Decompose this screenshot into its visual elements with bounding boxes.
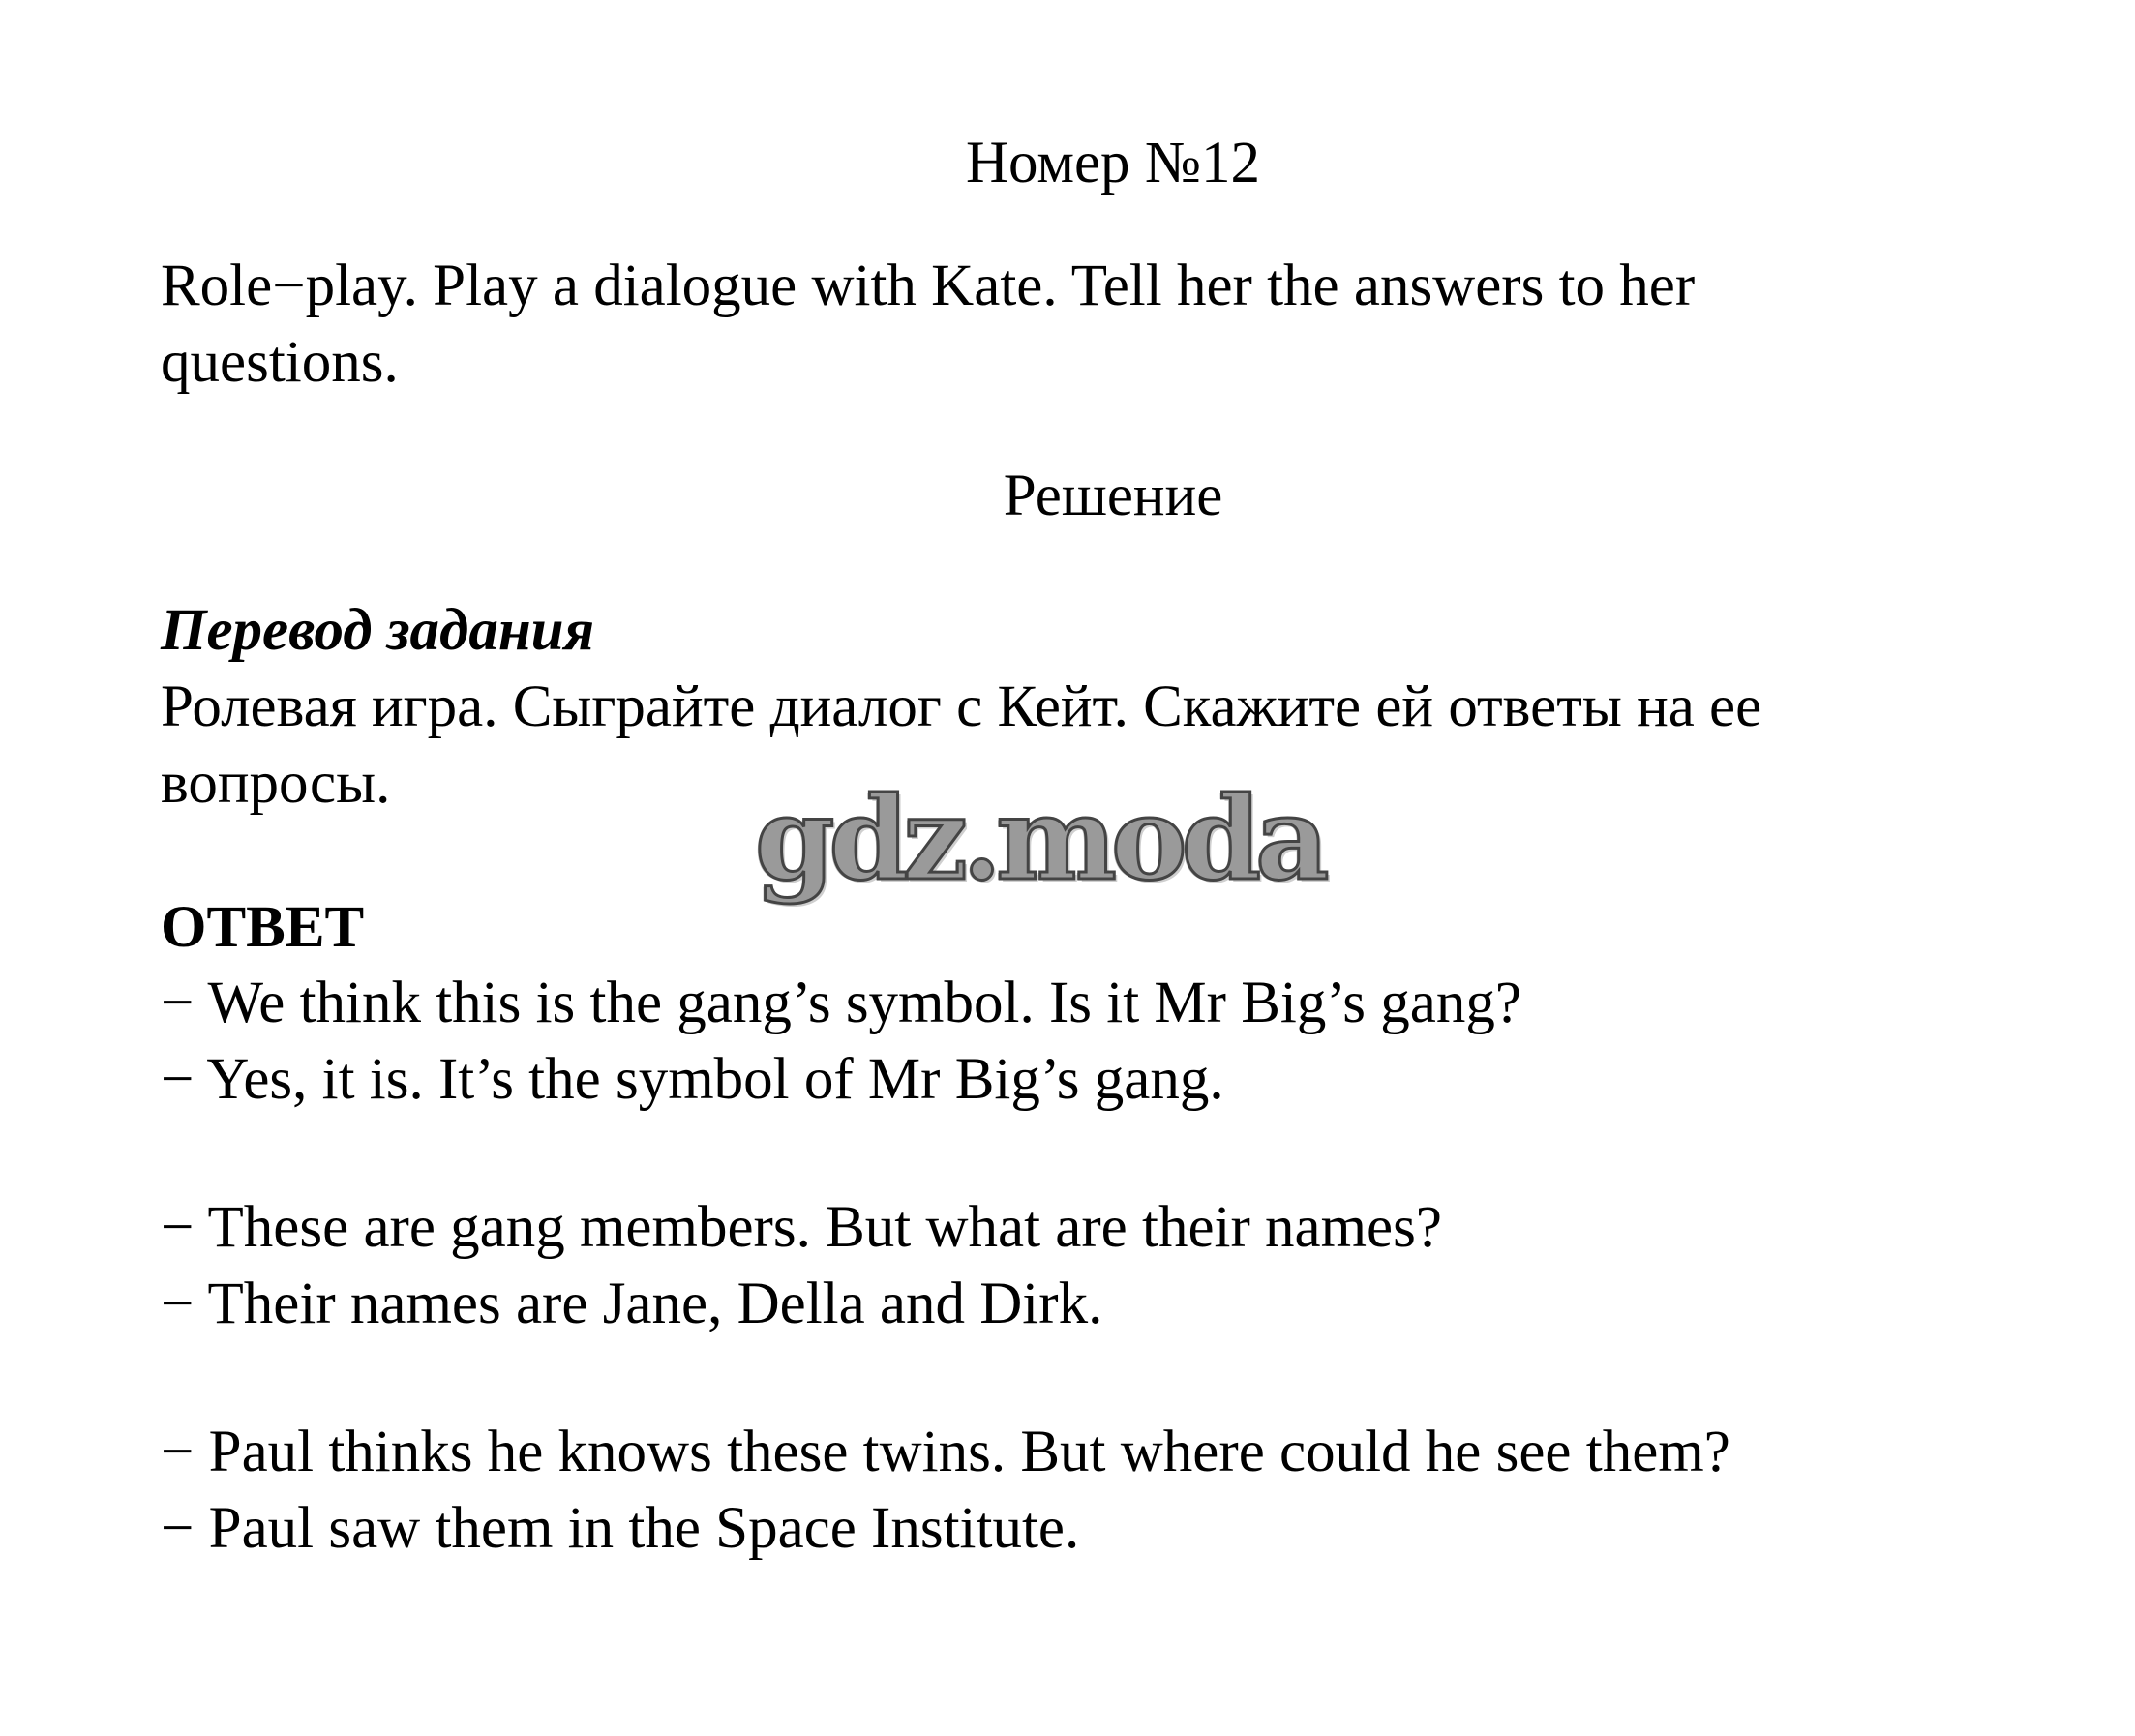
task-text-line-1: Role−play. Play a dialogue with Kate. Tell her the answers to her <box>161 254 1696 318</box>
answer-heading: ОТВЕТ <box>161 895 365 960</box>
answer-line: − We think this is the gang’s symbol. Is it Mr Big’s gang? <box>161 971 1521 1035</box>
translation-text-line-2: вопросы. <box>161 751 391 816</box>
watermark-logo: gdz.moda <box>755 771 1324 906</box>
answer-line: − Yes, it is. It’s the symbol of Mr Big’s gang. <box>161 1047 1224 1112</box>
translation-text-line-1: Ролевая игра. Сыграйте диалог с Кейт. Скажите ей ответы на ее <box>161 674 1762 739</box>
task-text-line-2: questions. <box>161 330 399 395</box>
solution-heading: Решение <box>1003 464 1223 528</box>
answer-line: − Paul saw them in the Space Institute. <box>161 1496 1080 1561</box>
page-title: Номер №12 <box>965 131 1261 195</box>
answer-line: − Paul thinks he knows these twins. But where could he see them? <box>161 1420 1730 1484</box>
answer-line: − These are gang members. But what are their names? <box>161 1195 1442 1260</box>
translation-heading: Перевод задания <box>161 598 595 663</box>
answer-line: − Their names are Jane, Della and Dirk. <box>161 1272 1103 1336</box>
